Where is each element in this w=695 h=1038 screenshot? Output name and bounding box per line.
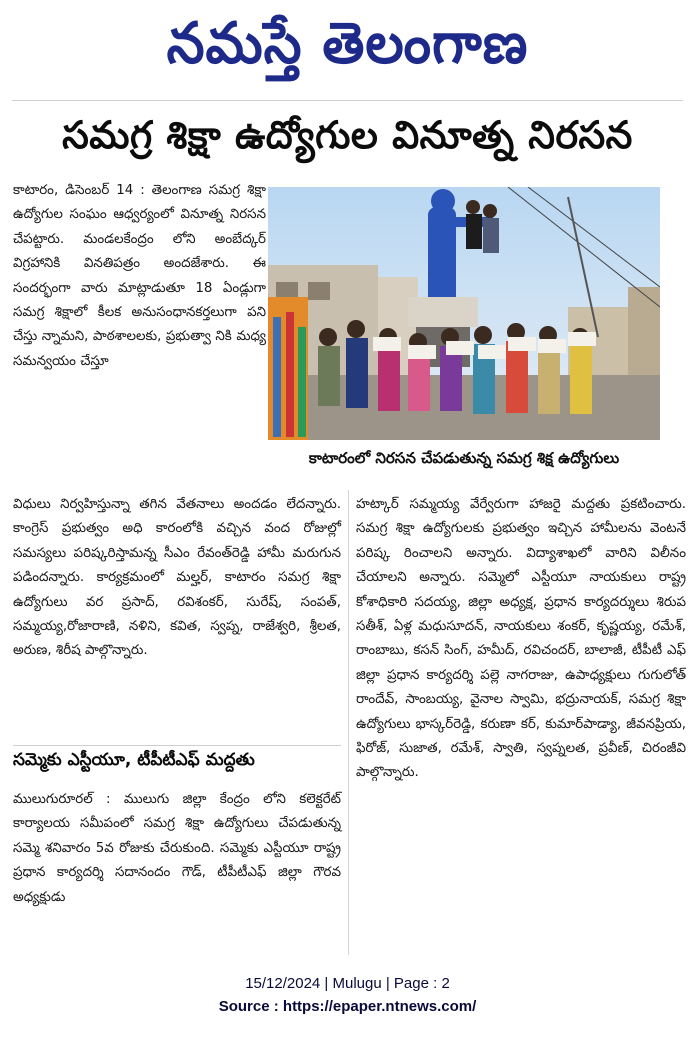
article-column-right: [356, 493, 686, 786]
newspaper-masthead: [0, 0, 695, 100]
footer-date-edition: 15/12/2024 | Mulugu | Page : 2: [245, 975, 450, 992]
masthead-divider: [12, 100, 683, 101]
article-column-intro: [13, 179, 266, 374]
column-divider: [348, 490, 349, 955]
page-footer: [0, 972, 695, 1018]
article-headline: సమగ్ర శిక్షా ఉద్యోగుల వినూత్న నిరసన: [62, 113, 633, 157]
article-paragraph: విధులు నిర్వహిస్తున్నా తగిన వేతనాలు అందడం లేదన్నారు. కాంగ్రెస్ ప్రభుత్వం అధి కారంలోకి వచ్చిన వంద రోజుల్లో సమస్యలు పరిష్కరిస్తామన్న సీఎం రేవంత్‌రెడ్డి హామీ మరుగున పడిందన్నారు. కార్యక్రమంలో మల్హర్, కాటారం సమగ్ర శిక్షా ఉద్యోగులు వర ప్రసాద్, రవిశంకర్, సురేష్, సంపత్, సమ్మయ్య,రోజారాణి, నళిని, కవిత, స్వప్న, రాజేశ్వరి, శ్రీలత, అరుణ, శిరీష పాల్గొన్నారు.: [13, 497, 341, 659]
article-column-mulugu: [13, 788, 341, 910]
protest-photo-illustration: [268, 187, 660, 440]
article-paragraph: ములుగురూరల్ : ములుగు జిల్లా కేంద్రం లోని కలెక్టరేట్ కార్యాలయ సమీపంలో సమగ్ర శిక్షా ఉద్యోగులు చేపడుతున్న సమ్మె శనివారం 5వ రోజుకు చేరుకుంది. సమ్మెకు ఎస్టీయూ రాష్ట్ర ప్రధాన కార్యదర్శి సదానందం గౌడ్, టీపీటీఎఫ్ జిల్లా గౌరవ అధ్యక్షుడు: [13, 792, 341, 905]
article-subheadline: సమ్మెకు ఎస్టీయూ, టీపీటీఎఫ్ మద్దతు: [13, 750, 255, 770]
masthead-title: నమస్తే తెలంగాణ: [166, 9, 529, 77]
article-paragraph: కాటారం, డిసెంబర్ 14 : తెలంగాణ సమగ్ర శిక్షా ఉద్యోగుల సంఘం ఆధ్వర్యంలో వినూత్న నిరసన చేపట్టారు. మండలకేంద్రం లోని అంబేద్కర్ విగ్రహానికి వినతిపత్రం అందజేశారు. ఈ సందర్భంగా వారు మాట్లాడుతూ 18 ఏండ్లుగా సమగ్ర శిక్షాలో కీలక అనుసంధానకర్తలుగా పని చేస్తు న్నామని, పాఠశాలలకు, ప్రభుత్వా నికి మధ్య సమన్వయం చేస్తూ: [13, 183, 266, 369]
footer-source: Source : https://epaper.ntnews.com/: [218, 998, 477, 1015]
article-column-left-continued: [13, 493, 341, 664]
article-paragraph: హట్కార్ సమ్మయ్య వేర్వేరుగా హాజరై మద్దతు ప్రకటించారు. సమగ్ర శిక్షా ఉద్యోగులకు ప్రభుత్వం ఇచ్చిన హామీలను వెంటనే పరిష్క రించాలని అన్నారు. విద్యాశాఖలో వారిని విలీనం చేయాలని అన్నారు. సమ్మెలో ఎస్టీయూ నాయకులు రాష్ట్ర కోశాధికారి సదయ్య, జిల్లా అధ్యక్ష, ప్రధాన కార్యదర్శులు శిరుప సతీశ్, ఏళ్ల మధుసూదన్, నాయకులు శంకర్, కృష్ణయ్య, రమేశ్, రాంబాబు, కసన్ సింగ్, హమీద్, రవిచందర్, బాలాజీ, టీపీటీ ఎఫ్ జిల్లా ప్రధాన కార్యదర్శి పల్లె నాగరాజు, ఉపాధ్యక్షులు గుగులోత్ రాందేవ్, సాంబయ్య, వైనాల స్వామి, భద్రునాయక్, సమగ్ర శిక్షా ఉద్యోగులు భాస్కర్‌రెడ్డి, కరుణా కర్, కుమార్‌పాడ్యా, జీవనప్రియ, ఫిరోజ్, సుజాత, రమేశ్, స్వాతి, స్వప్నలత, ప్రవీణ్, చిరంజీవి పాల్గొన్నారు.: [356, 497, 686, 781]
news-photo: [268, 187, 660, 440]
photo-caption: కాటారంలో నిరసన చేపడుతున్న సమగ్ర శిక్ష ఉద్యోగులు: [308, 449, 620, 467]
